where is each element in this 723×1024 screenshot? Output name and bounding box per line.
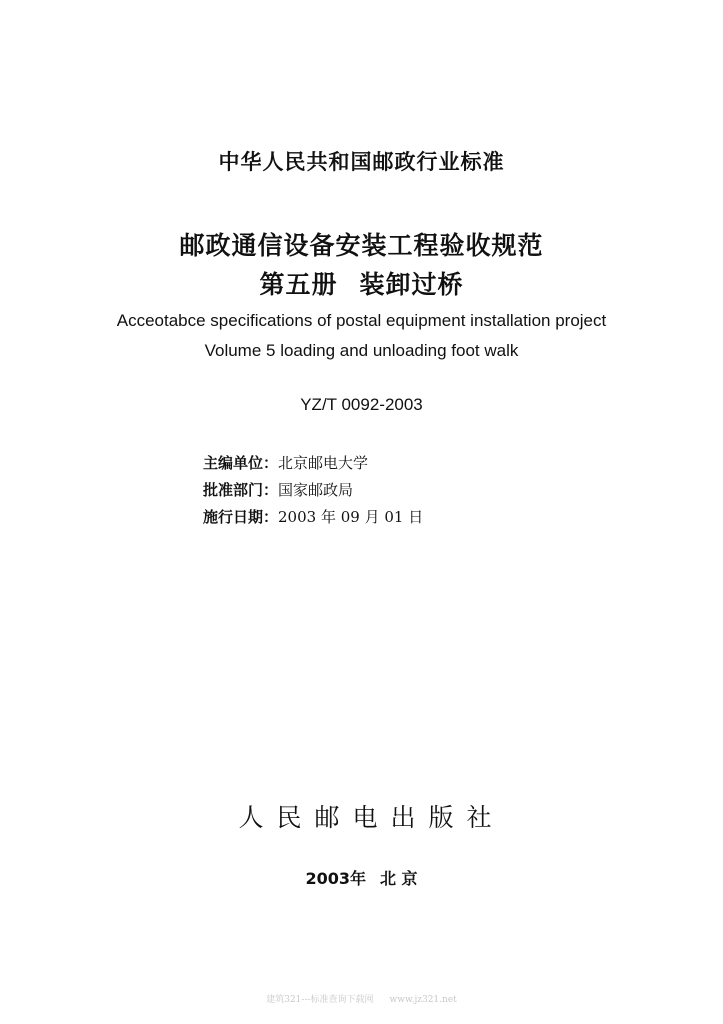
meta-value: 国家邮政局 [278,481,354,499]
watermark-url: www.jz321.net [389,995,457,1005]
watermark [0,992,723,1005]
document-meta [203,450,423,531]
volume-title-cn [0,265,723,301]
meta-effective-date [203,504,423,531]
volume-title-en: Volume 5 loading and unloading foot walk [204,341,519,360]
meta-approver [203,477,423,504]
publisher-name: 人民邮电出版社 [238,803,505,832]
document-title-cn: 邮政通信设备安装工程验收规范 [179,231,544,260]
watermark-site-name: 建筑321---标准查询下载网 [266,995,374,1005]
publication-city: 北 京 [379,869,418,888]
meta-key: 主编单位： [203,454,279,472]
standard-category: 中华人民共和国邮政行业标准 [218,150,505,174]
meta-value: 2003 年 09 月 01 日 [278,508,424,526]
meta-key: 施行日期： [203,508,279,526]
meta-editor [203,450,423,477]
publication-year: 2003年 [305,869,366,888]
meta-key: 批准部门： [203,481,279,499]
volume-number-cn: 第五册 [259,270,338,299]
standard-number: YZ/T 0092-2003 [300,395,423,414]
document-title-en: Acceotabce specifications of postal equipment installation project [116,311,607,330]
publication-date [0,866,723,889]
meta-value: 北京邮电大学 [278,454,369,472]
volume-subject-cn: 装卸过桥 [359,270,464,299]
